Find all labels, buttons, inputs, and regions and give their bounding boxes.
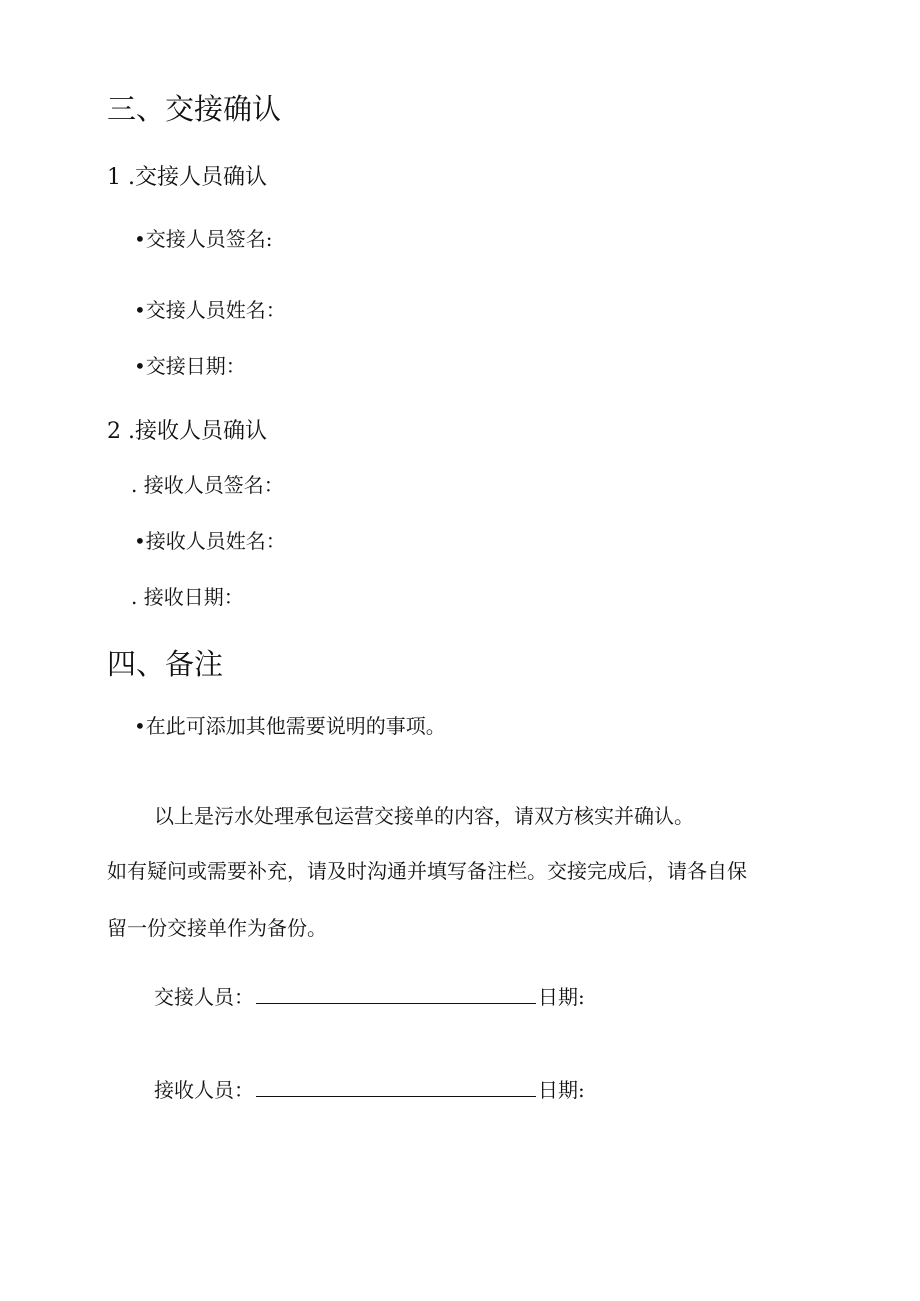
handover-date-label: 日期:	[538, 985, 585, 1009]
subsection-receiver-title: 2 .接收人员确认	[107, 419, 267, 444]
handover-signature-row	[154, 985, 585, 1007]
receiver-signature-item: . 接收人员签名：	[131, 473, 284, 497]
receiver-signature-row	[154, 1078, 585, 1100]
receiver-date-item: . 接收日期：	[131, 585, 244, 609]
section-4-title: 四、备注	[107, 647, 224, 681]
closing-paragraph-line-2: 如有疑问或需要补充，请及时沟通并填写备注栏。交接完成后，请各自保	[107, 859, 747, 883]
handover-signature-label: 交接人员：	[154, 985, 254, 1009]
handover-date-item: •交接日期：	[134, 354, 246, 378]
handover-name-item: •交接人员姓名：	[134, 298, 286, 322]
receiver-date-label: 日期:	[538, 1078, 585, 1102]
closing-paragraph-line-1: 以上是污水处理承包运营交接单的内容，请双方核实并确认。	[154, 804, 694, 828]
remarks-item: •在此可添加其他需要说明的事项。	[134, 714, 446, 738]
receiver-signature-label: 接收人员：	[154, 1078, 254, 1102]
handover-signature-line[interactable]	[256, 985, 536, 1004]
receiver-name-item: •接收人员姓名：	[134, 529, 286, 553]
handover-signature-item: •交接人员签名:	[134, 227, 273, 251]
subsection-handover-title: 1 .交接人员确认	[107, 165, 267, 190]
section-3-title: 三、交接确认	[107, 92, 282, 126]
closing-paragraph-line-3: 留一份交接单作为备份。	[107, 916, 327, 940]
receiver-signature-line[interactable]	[256, 1078, 536, 1097]
